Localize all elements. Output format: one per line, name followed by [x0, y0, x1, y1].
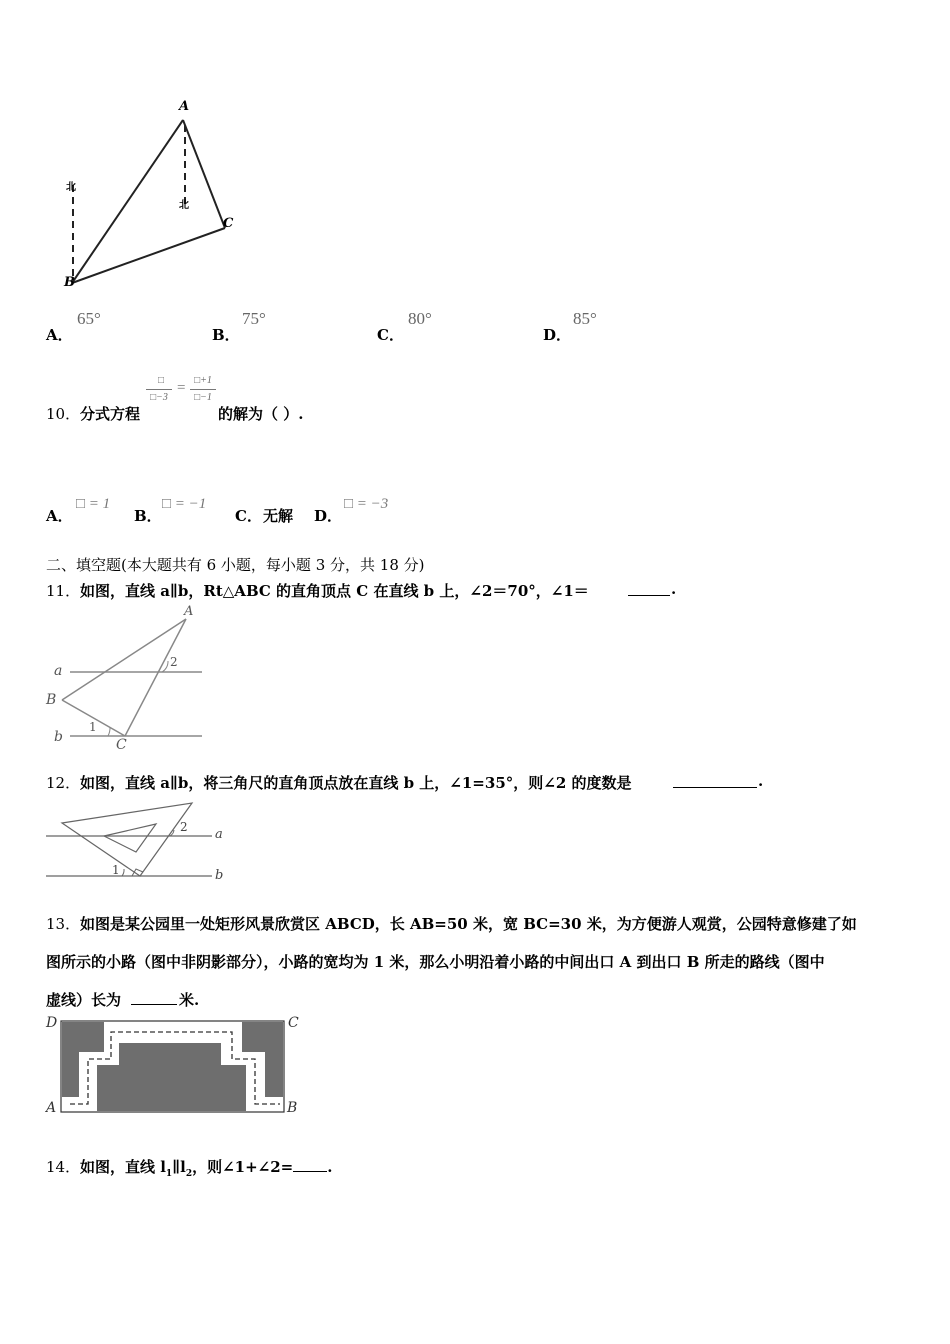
q9-option-b-label[interactable]: B．	[212, 326, 240, 344]
q14-text-pre: 如图，直线 l	[80, 1158, 166, 1176]
q12-label-angle-1: 1	[112, 863, 120, 877]
q14-sub-1: 1	[165, 1169, 173, 1179]
q10-option-d-label[interactable]: D．	[314, 507, 343, 525]
q13-label-c: C	[288, 1015, 299, 1031]
q12-label-angle-2: 2	[180, 820, 188, 834]
q9-option-b-value: 75°	[242, 309, 266, 328]
q10-equals: =	[177, 380, 186, 396]
q11-label-line-b: b	[54, 729, 63, 745]
q10-suffix: 的解为（ ）.	[218, 405, 304, 423]
q13-label-b: B	[287, 1100, 298, 1116]
q11-label-angle-2: 2	[170, 655, 178, 669]
q13-label-a: A	[46, 1100, 57, 1116]
q9-option-d-label[interactable]: D．	[543, 326, 572, 344]
q11-number: 11．	[46, 582, 81, 600]
q14-end: .	[327, 1158, 333, 1176]
q9-option-c-label[interactable]: C．	[377, 326, 404, 344]
q11-label-b: B	[46, 692, 57, 708]
q10-option-c-label[interactable]: C．	[235, 507, 262, 525]
q11-label-angle-1: 1	[89, 720, 97, 734]
q14-statement	[80, 1156, 332, 1179]
q13-line-1: 如图是某公园里一处矩形风景欣赏区 ABCD，长 AB=50 米，宽 BC=30 米，为方便游人观赏，公园特意修建了如	[80, 915, 857, 933]
q10-option-a-value: □ = 1	[76, 496, 111, 512]
q12-end: .	[758, 772, 764, 790]
q13-line-2: 图所示的小路（图中非阴影部分），小路的宽均为 1 米，那么小明沿着小路的中间出口 A 到出口 B 所走的路线（图中	[46, 953, 825, 971]
q9-label-north-a: 北	[179, 200, 189, 211]
q10-option-b-label[interactable]: B．	[134, 507, 162, 525]
q10-option-b-value: □ = −1	[162, 496, 207, 512]
q14-sub-2: 2	[185, 1169, 193, 1179]
q9-label-b: B	[64, 275, 75, 290]
q11-label-c: C	[116, 737, 127, 753]
q9-label-north-b: 北	[66, 182, 76, 193]
q11-label-line-a: a	[54, 663, 63, 679]
q10-lhs-denominator: □−3	[150, 392, 168, 403]
q10-option-a-label[interactable]: A．	[46, 507, 73, 525]
q13-number: 13．	[46, 915, 81, 933]
q11-label-a: A	[184, 604, 194, 619]
q10-prefix: 分式方程	[80, 405, 141, 423]
q14-answer-blank[interactable]	[293, 1171, 327, 1172]
q12-label-line-a: a	[215, 827, 223, 842]
q11-end: .	[671, 580, 677, 598]
q10-lhs-numerator: □	[157, 375, 165, 386]
q13-line-3-pre: 虚线）长为	[46, 991, 122, 1009]
q14-text-mid: ∥l	[172, 1158, 186, 1176]
q12-label-line-b: b	[215, 868, 224, 883]
q9-option-a-label[interactable]: A．	[46, 326, 73, 344]
q13-line-3-post: 米.	[179, 991, 200, 1009]
q9-option-d-value: 85°	[573, 309, 597, 328]
q10-option-c-value: 无解	[263, 507, 294, 525]
q10-number: 10．	[46, 405, 81, 423]
q9-option-c-value: 80°	[408, 309, 432, 328]
q12-number: 12．	[46, 774, 81, 792]
q13-label-d: D	[46, 1015, 58, 1031]
q10-rhs-denominator: □−1	[194, 392, 212, 403]
q9-option-a-value: 65°	[77, 309, 101, 328]
section-2-heading: 二、填空题(本大题共有 6 小题，每小题 3 分，共 18 分)	[46, 556, 425, 574]
q14-number: 14．	[46, 1158, 81, 1176]
q10-rhs-numerator: □+1	[194, 375, 212, 386]
q9-label-c: C	[223, 216, 234, 231]
q11-text: 如图，直线 a∥b，Rt△ABC 的直角顶点 C 在直线 b 上，∠2＝70°，∠1＝	[80, 582, 589, 600]
q12-text: 如图，直线 a∥b，将三角尺的直角顶点放在直线 b 上，∠1=35°，则∠2 的度数是	[80, 774, 632, 792]
q14-text-post: ，则∠1+∠2=	[192, 1158, 294, 1176]
q9-label-a: A	[179, 99, 190, 114]
q10-option-d-value: □ = −3	[344, 496, 389, 512]
